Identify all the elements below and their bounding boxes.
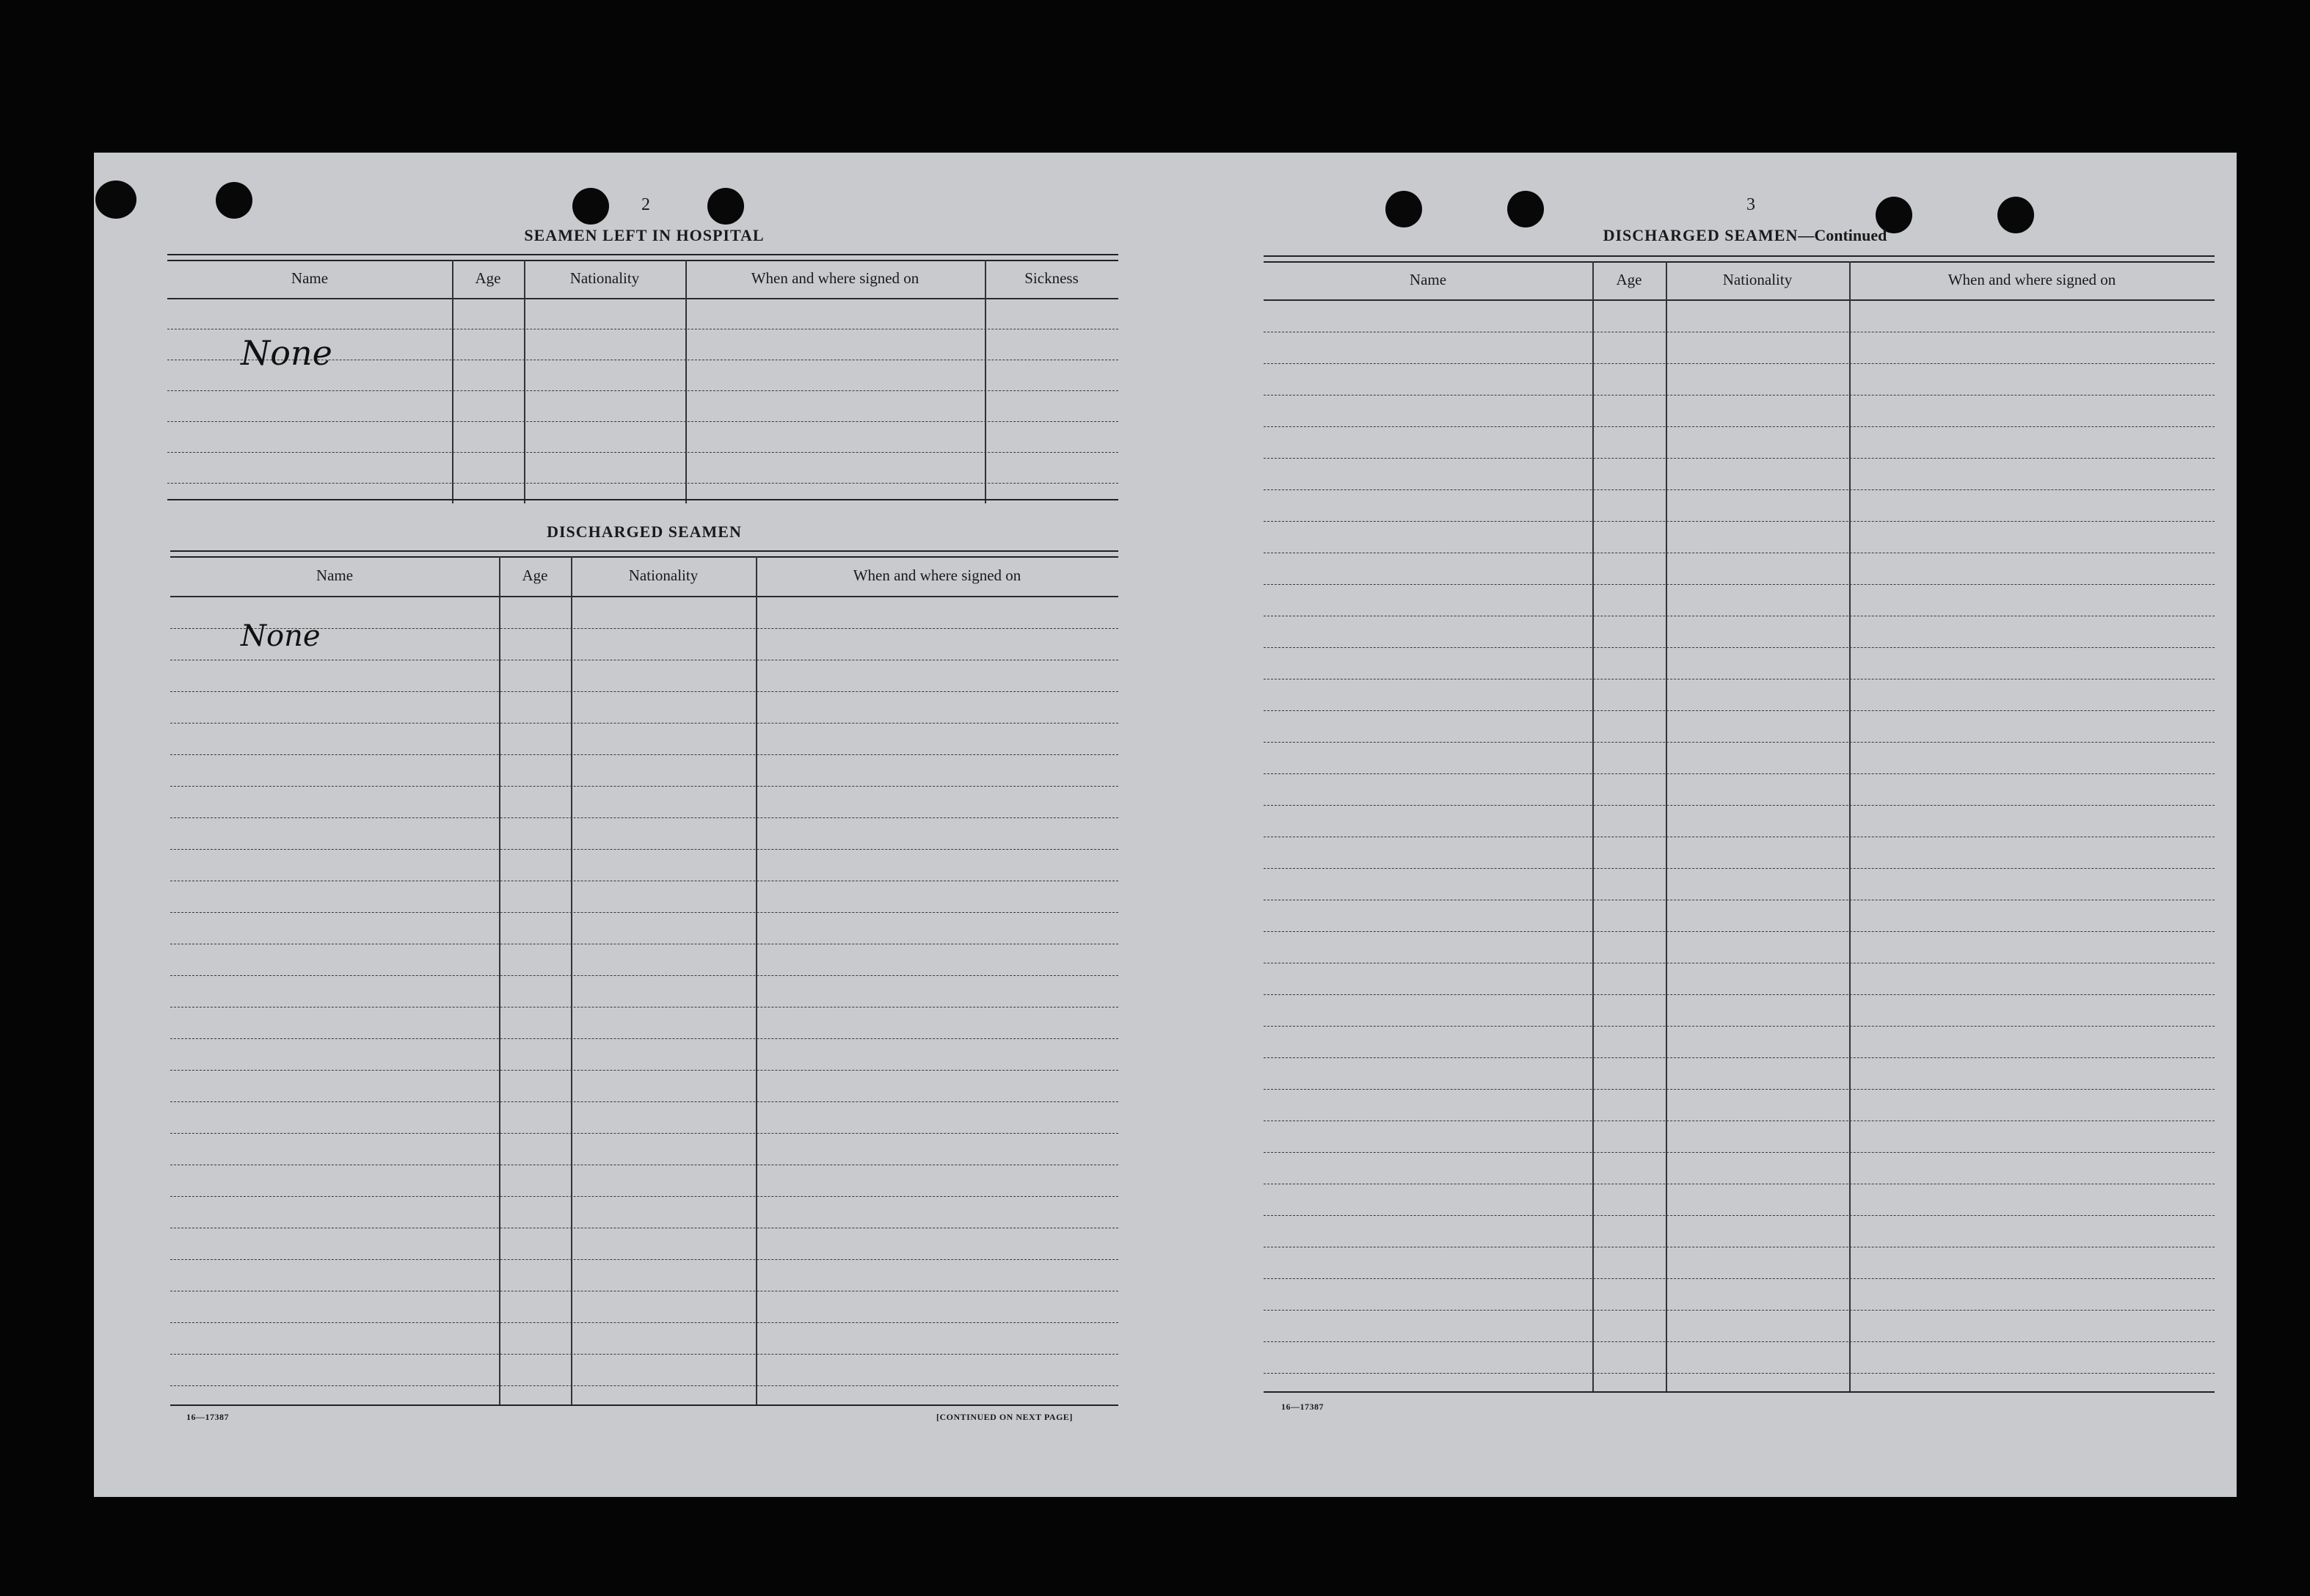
punch-hole [1997,197,2034,233]
discharged-continued-title-main: DISCHARGED SEAMEN [1603,226,1799,244]
column-header-name: Name [291,269,329,287]
handwritten-entry-hospital: None [241,333,332,373]
page-number-right: 3 [1746,195,1755,214]
column-header-nationality: Nationality [569,269,640,287]
punch-hole [1507,191,1544,227]
punch-hole [95,181,136,219]
discharged-section-title: DISCHARGED SEAMEN [547,522,742,541]
column-header-signed-on: When and where signed on [751,269,919,287]
continued-note: [CONTINUED ON NEXT PAGE] [936,1412,1073,1422]
punch-hole [1385,191,1422,227]
discharged-continued-title [1488,226,2002,245]
column-header-nationality: Nationality [628,566,699,584]
column-header-signed-on: When and where signed on [1948,270,2116,288]
discharged-continued-title-suffix: —Continued [1798,226,1887,244]
punch-hole [707,188,744,225]
handwritten-entry-discharged: None [241,619,321,653]
hospital-table [167,254,1118,503]
punch-hole [572,188,609,225]
column-header-name: Name [1409,270,1447,288]
column-header-age: Age [1616,270,1642,288]
document-sheet [94,153,2237,1497]
page-number-left: 2 [641,195,650,214]
discharged-continued-table [1264,255,2215,1397]
punch-hole [216,182,252,219]
form-number-right: 16—17387 [1281,1402,1324,1412]
column-header-age: Age [522,566,548,584]
column-header-signed-on: When and where signed on [853,566,1021,584]
hospital-section-title: SEAMEN LEFT IN HOSPITAL [524,226,765,244]
discharged-table [170,550,1118,1410]
column-header-nationality: Nationality [1722,270,1793,288]
column-header-sickness: Sickness [1024,269,1079,287]
column-header-name: Name [316,566,354,584]
form-number-left: 16—17387 [186,1412,229,1422]
column-header-age: Age [475,269,501,287]
